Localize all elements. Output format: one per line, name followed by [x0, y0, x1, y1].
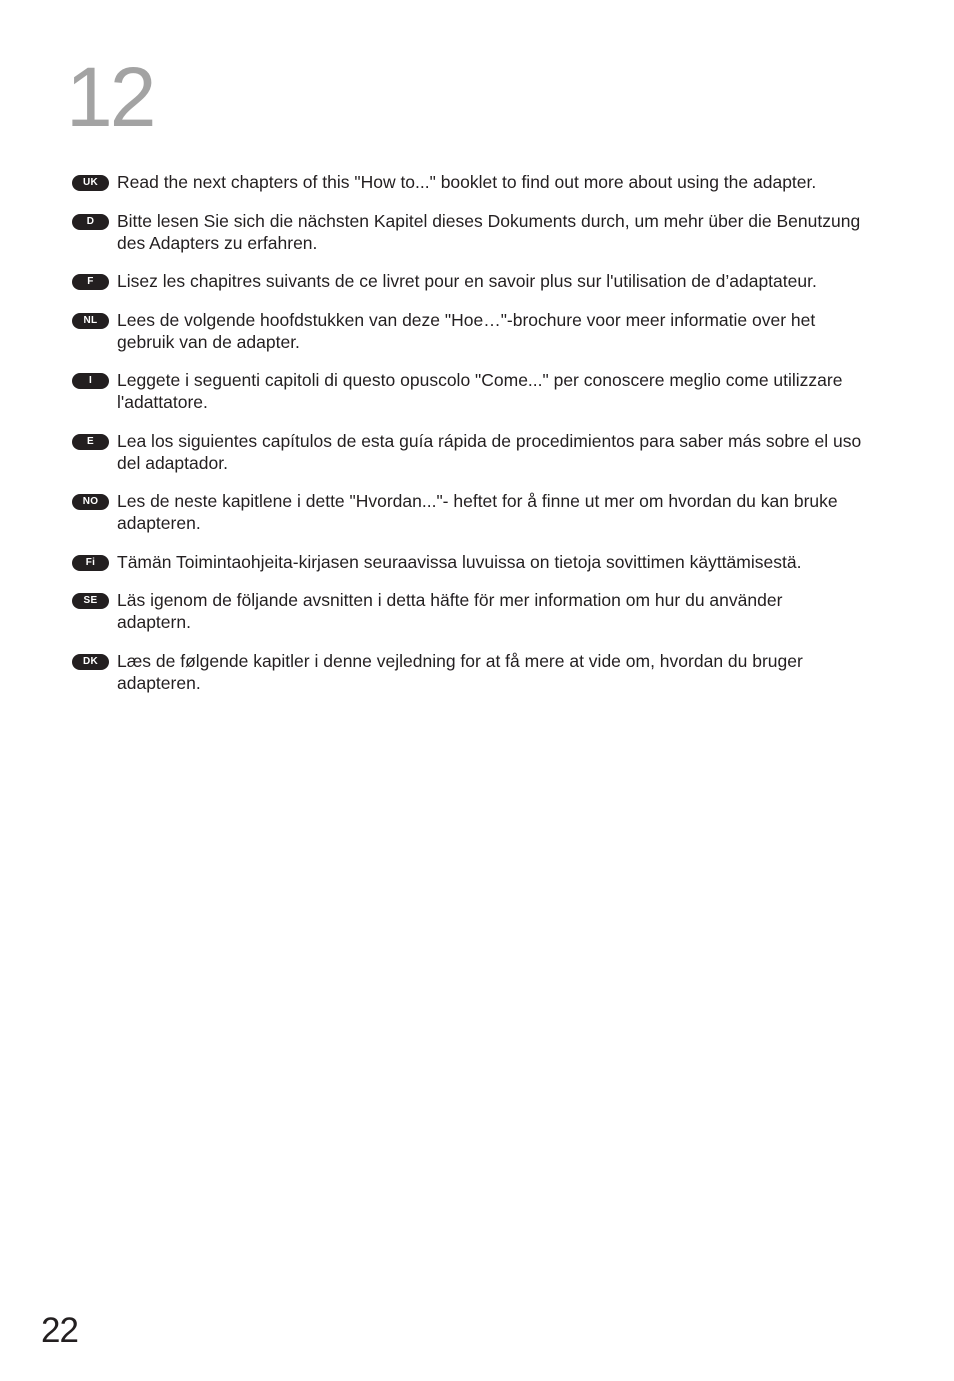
instruction-no: [72, 490, 912, 534]
language-badge-se: SE: [72, 593, 109, 609]
instruction-e: [72, 430, 912, 474]
instruction-text-line: Læs de følgende kapitler i denne vejledning for at få mere at vide om, hvordan du bruger: [117, 650, 803, 671]
language-badge-f: F: [72, 274, 109, 290]
instruction-list: [72, 171, 912, 710]
instruction-text-line: Read the next chapters of this "How to..." booklet to find out more about using the adapter.: [117, 172, 817, 192]
instruction-text-line: gebruik van de adapter.: [117, 331, 300, 352]
instruction-text-line: l'adattatore.: [117, 392, 208, 412]
language-badge-nl: NL: [72, 313, 109, 329]
instruction-text-line: Lees de volgende hoofdstukken van deze "Hoe…"-brochure voor meer informatie over het: [117, 309, 816, 330]
language-badge-dk: DK: [72, 654, 109, 670]
instruction-text-line: adaptern.: [117, 612, 191, 632]
language-badge-d: D: [72, 214, 109, 230]
instruction-uk: [72, 171, 912, 193]
instruction-text-line: Lisez les chapitres suivants de ce livret pour en savoir plus sur l'utilisation de d’adaptateur.: [117, 271, 817, 291]
instruction-text-line: Les de neste kapitlene i dette "Hvordan..."- heftet for å finne ut mer om hvordan du kan bruke: [117, 491, 838, 511]
instruction-se: [72, 589, 912, 633]
instruction-text-line: Lea los siguientes capítulos de esta guía rápida de procedimientos para saber más sobre el uso: [117, 430, 862, 451]
instruction-text-line: Bitte lesen Sie sich die nächsten Kapitel dieses Dokuments durch, um mehr über die Benutzung: [117, 210, 861, 231]
instruction-text-line: Tämän Toimintaohjeita-kirjasen seuraavissa luvuissa on tietoja sovittimen käyttämisestä.: [117, 551, 802, 572]
instruction-nl: [72, 309, 912, 353]
instruction-text-line: del adaptador.: [117, 452, 228, 473]
instruction-dk: [72, 650, 912, 694]
instruction-text-line: Läs igenom de följande avsnitten i detta häfte för mer information om hur du använder: [117, 590, 783, 610]
instruction-text-line: adapteren.: [117, 672, 201, 693]
language-badge-fi: Fi: [72, 555, 109, 571]
language-badge-uk: UK: [72, 175, 109, 191]
instruction-f: [72, 270, 912, 292]
instruction-fi: [72, 551, 912, 573]
language-badge-e: E: [72, 434, 109, 450]
instruction-i: [72, 369, 912, 413]
instruction-text-line: adapteren.: [117, 513, 201, 533]
chapter-number: 12: [66, 50, 154, 144]
instruction-d: [72, 210, 912, 254]
page-number: 22: [41, 1311, 78, 1350]
instruction-text-line: Leggete i seguenti capitoli di questo opuscolo "Come..." per conoscere meglio come utilizzare: [117, 370, 843, 390]
language-badge-no: NO: [72, 494, 109, 510]
language-badge-i: I: [72, 373, 109, 389]
instruction-text-line: des Adapters zu erfahren.: [117, 232, 318, 253]
